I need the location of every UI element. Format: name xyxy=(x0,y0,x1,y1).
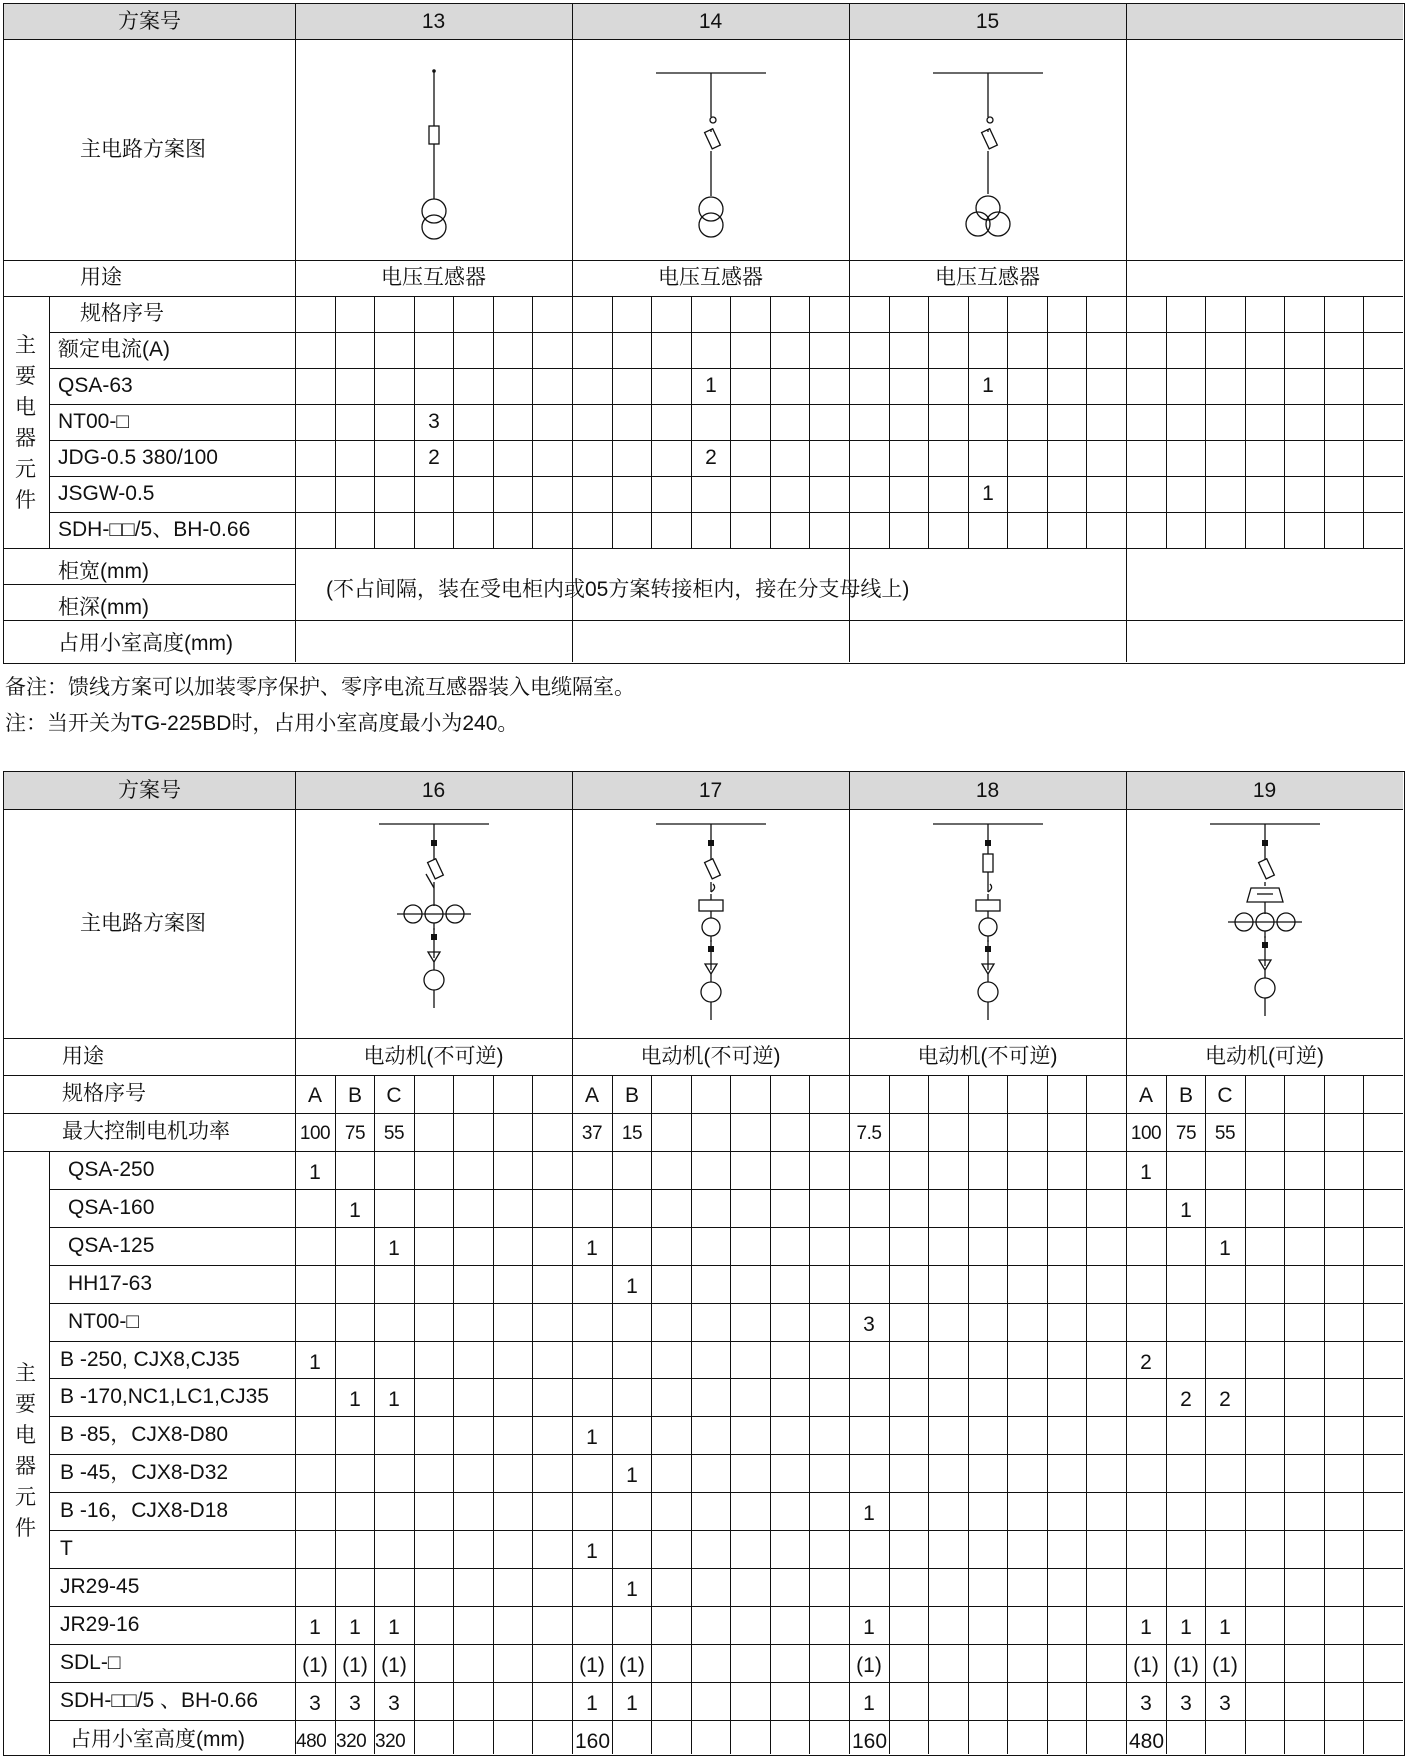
row-label: 规格序号 xyxy=(80,302,164,325)
grid-line xyxy=(1284,1075,1285,1754)
row-label: QSA-125 xyxy=(68,1234,155,1257)
scheme-number: 19 xyxy=(1252,779,1277,802)
grid-line xyxy=(49,476,1403,477)
group-label-char: 主 xyxy=(15,1362,36,1385)
row-label: HH17-63 xyxy=(68,1272,153,1295)
spec-value: B xyxy=(347,1084,362,1107)
cell-value: 1 xyxy=(1140,1161,1152,1184)
cell-value: 1 xyxy=(1180,1616,1192,1639)
spec-label: 规格序号 xyxy=(62,1082,146,1105)
grid-line xyxy=(849,772,850,1754)
grid-line xyxy=(49,1568,1403,1569)
grid-line xyxy=(335,1075,336,1754)
scheme-number: 15 xyxy=(975,10,1000,33)
power-value: 100 xyxy=(1130,1123,1162,1144)
usage-value: 电动机(不可逆) xyxy=(363,1045,504,1068)
row-label: B -16，CJX8-D18 xyxy=(60,1499,229,1522)
grid-line xyxy=(49,1189,1403,1190)
grid-line xyxy=(414,1075,415,1754)
row-label: JR29-45 xyxy=(60,1575,140,1598)
grid-line xyxy=(572,772,573,1754)
cell-value: (1) xyxy=(619,1654,645,1677)
grid-line xyxy=(1126,4,1127,662)
cell-value: 3 xyxy=(349,1692,361,1715)
spec-value: A xyxy=(307,1084,322,1107)
scheme-number: 13 xyxy=(421,10,446,33)
cell-value: 1 xyxy=(309,1616,321,1639)
grid-line xyxy=(49,1341,1403,1342)
usage-value: 电压互感器 xyxy=(658,266,763,289)
grid-line xyxy=(1245,1075,1246,1754)
cell-value: 2 xyxy=(1180,1388,1192,1411)
grid-line xyxy=(4,1038,1403,1039)
grid-line xyxy=(49,1606,1403,1607)
cell-value: 1 xyxy=(309,1351,321,1374)
group-label-char: 器 xyxy=(15,1455,36,1478)
cell-value: 1 xyxy=(863,1692,875,1715)
cell-value: 1 xyxy=(626,1692,638,1715)
grid-line xyxy=(849,4,850,662)
cell-value: 1 xyxy=(388,1616,400,1639)
cell-value: 1 xyxy=(349,1199,361,1222)
power-value: 7.5 xyxy=(856,1123,882,1144)
row-label: JR29-16 xyxy=(60,1613,140,1636)
row-label: B -170,NC1,LC1,CJ35 xyxy=(60,1385,269,1408)
group-label-char: 件 xyxy=(15,489,36,512)
grid-line xyxy=(809,296,810,548)
scheme-number: 14 xyxy=(698,10,723,33)
usage-value: 电压互感器 xyxy=(381,266,486,289)
height-value: 480 xyxy=(1129,1730,1165,1753)
grid-line xyxy=(49,404,1403,405)
group-label-char: 元 xyxy=(15,1486,36,1509)
grid-line xyxy=(612,1075,613,1754)
grid-line xyxy=(1166,296,1167,548)
scheme-13-diagram xyxy=(364,54,504,254)
cell-value: 1 xyxy=(586,1540,598,1563)
spec-value: C xyxy=(1217,1084,1233,1107)
grid-line xyxy=(49,1378,1403,1379)
cell-value: 2 xyxy=(1219,1388,1231,1411)
grid-line xyxy=(49,440,1403,441)
grid-line xyxy=(1007,1075,1008,1754)
cell-value: 1 xyxy=(586,1692,598,1715)
grid-line xyxy=(968,1075,969,1754)
grid-line xyxy=(809,1075,810,1754)
cell-value: 3 xyxy=(428,410,440,433)
spec-value: C xyxy=(386,1084,402,1107)
height-value: 480 xyxy=(296,1731,327,1752)
main-circuit-label: 主电路方案图 xyxy=(80,912,206,935)
row-label: SDL-□ xyxy=(60,1651,121,1674)
cell-value: (1) xyxy=(579,1654,605,1677)
grid-line xyxy=(4,1075,1403,1076)
grid-line xyxy=(1205,1075,1206,1754)
grid-line xyxy=(612,296,613,548)
power-value: 75 xyxy=(344,1123,366,1144)
grid-line xyxy=(691,296,692,548)
cell-value: 1 xyxy=(388,1237,400,1260)
grid-line xyxy=(1284,296,1285,548)
cell-value: 1 xyxy=(982,482,994,505)
usage-value: 电动机(不可逆) xyxy=(640,1045,781,1068)
scheme-17-diagram xyxy=(641,824,781,1024)
scheme-number: 17 xyxy=(698,779,723,802)
grid-line xyxy=(49,1416,1403,1417)
scheme-16-diagram xyxy=(364,824,504,1024)
cell-value: 3 xyxy=(309,1692,321,1715)
usage-value: 电动机(不可逆) xyxy=(917,1045,1058,1068)
cell-value: 1 xyxy=(1140,1616,1152,1639)
grid-line xyxy=(1047,1075,1048,1754)
power-value: 15 xyxy=(621,1123,643,1144)
grid-line xyxy=(1047,296,1048,548)
row-label: T xyxy=(60,1537,73,1560)
cell-value: 1 xyxy=(586,1426,598,1449)
grid-line xyxy=(1166,1075,1167,1754)
power-value: 100 xyxy=(299,1123,331,1144)
height-value: 320 xyxy=(336,1731,367,1752)
grid-line xyxy=(4,39,1403,40)
grid-line xyxy=(49,1644,1403,1645)
main-circuit-label: 主电路方案图 xyxy=(80,138,206,161)
power-value: 55 xyxy=(383,1123,405,1144)
grid-line xyxy=(770,1075,771,1754)
usage-label: 用途 xyxy=(62,1045,104,1068)
cell-value: 1 xyxy=(309,1161,321,1184)
row-label: 额定电流(A) xyxy=(58,338,170,361)
height-value: 320 xyxy=(375,1731,406,1752)
group-label-char: 要 xyxy=(15,1393,36,1416)
spec-value: B xyxy=(1178,1084,1193,1107)
cell-value: (1) xyxy=(856,1654,882,1677)
usage-value: 电动机(可逆) xyxy=(1205,1045,1324,1068)
cell-value: (1) xyxy=(302,1654,328,1677)
grid-line xyxy=(1007,296,1008,548)
grid-line xyxy=(49,1682,1403,1683)
grid-line xyxy=(889,296,890,548)
cell-value: 3 xyxy=(863,1313,875,1336)
group-label-char: 要 xyxy=(15,365,36,388)
cell-value: 2 xyxy=(428,446,440,469)
grid-line xyxy=(49,1492,1403,1493)
grid-line xyxy=(295,772,296,1754)
cell-value: 1 xyxy=(1180,1199,1192,1222)
grid-line xyxy=(4,809,1403,810)
group-label-char: 主 xyxy=(15,334,36,357)
compartment-height-label: 占用小室高度(mm) xyxy=(58,632,233,655)
scheme-19-diagram xyxy=(1195,824,1335,1024)
grid-line xyxy=(572,4,573,662)
spec-value: B xyxy=(624,1084,639,1107)
remark-note: 备注：馈线方案可以加装零序保护、零序电流互感器装入电缆隔室。 xyxy=(5,676,635,699)
grid-line xyxy=(374,1075,375,1754)
grid-line xyxy=(532,296,533,548)
usage-value: 电压互感器 xyxy=(935,266,1040,289)
grid-line xyxy=(1086,1075,1087,1754)
grid-line xyxy=(49,1303,1403,1304)
scheme-table-16-19 xyxy=(3,771,1405,1756)
cell-value: 1 xyxy=(863,1616,875,1639)
grid-line xyxy=(4,296,1403,297)
spec-value: A xyxy=(1138,1084,1153,1107)
height-value: 160 xyxy=(852,1730,888,1753)
cell-value: 1 xyxy=(349,1388,361,1411)
grid-line xyxy=(651,296,652,548)
grid-line xyxy=(1086,296,1087,548)
grid-line xyxy=(889,1075,890,1754)
grid-line xyxy=(1205,296,1206,548)
cell-value: 1 xyxy=(705,374,717,397)
grid-line xyxy=(4,260,1403,261)
grid-line xyxy=(49,1265,1403,1266)
power-value: 75 xyxy=(1175,1123,1197,1144)
grid-line xyxy=(968,296,969,548)
grid-line xyxy=(1363,1075,1364,1754)
grid-line xyxy=(651,1075,652,1754)
scheme-no-label: 方案号 xyxy=(118,10,181,33)
cell-value: 1 xyxy=(626,1275,638,1298)
grid-line xyxy=(730,1075,731,1754)
grid-line xyxy=(49,512,1403,513)
grid-line xyxy=(1126,772,1127,1754)
grid-line xyxy=(1245,296,1246,548)
grid-line xyxy=(4,620,1403,621)
cell-value: 3 xyxy=(1219,1692,1231,1715)
row-label: JSGW-0.5 xyxy=(58,482,155,505)
grid-line xyxy=(928,296,929,548)
cell-value: 1 xyxy=(586,1237,598,1260)
spec-value: A xyxy=(584,1084,599,1107)
grid-line xyxy=(4,584,295,585)
grid-line xyxy=(335,296,336,548)
scheme-18-diagram xyxy=(918,824,1058,1024)
grid-line xyxy=(49,368,1403,369)
cell-value: 2 xyxy=(1140,1351,1152,1374)
cell-value: 1 xyxy=(349,1616,361,1639)
power-value: 55 xyxy=(1214,1123,1236,1144)
row-label: QSA-63 xyxy=(58,374,133,397)
cell-value: (1) xyxy=(1212,1654,1238,1677)
group-label-char: 电 xyxy=(15,1424,36,1447)
height-value: 160 xyxy=(575,1730,611,1753)
grid-line xyxy=(49,332,1403,333)
usage-label: 用途 xyxy=(80,266,122,289)
scheme-15-diagram xyxy=(918,54,1058,254)
cell-value: 1 xyxy=(626,1578,638,1601)
grid-line xyxy=(295,4,296,662)
grid-line xyxy=(49,1454,1403,1455)
row-label: NT00-□ xyxy=(58,410,130,433)
cell-value: 1 xyxy=(626,1464,638,1487)
cell-value: 1 xyxy=(388,1388,400,1411)
cabinet-depth-label: 柜深(mm) xyxy=(58,596,149,619)
cell-value: 2 xyxy=(705,446,717,469)
grid-line xyxy=(493,296,494,548)
scheme-table-13-15 xyxy=(3,3,1405,664)
row-label: QSA-250 xyxy=(68,1158,155,1181)
cell-value: (1) xyxy=(1133,1654,1159,1677)
power-value: 37 xyxy=(581,1123,603,1144)
grid-line xyxy=(928,1075,929,1754)
group-label-char: 电 xyxy=(15,396,36,419)
grid-line xyxy=(49,1530,1403,1531)
grid-line xyxy=(691,1075,692,1754)
grid-line xyxy=(532,1075,533,1754)
row-label: JDG-0.5 380/100 xyxy=(58,446,218,469)
merged-note: (不占间隔，装在受电柜内或05方案转接柜内，接在分支母线上) xyxy=(326,578,910,601)
max-power-label: 最大控制电机功率 xyxy=(62,1120,230,1143)
cell-value: 1 xyxy=(982,374,994,397)
grid-line xyxy=(770,296,771,548)
cell-value: (1) xyxy=(381,1654,407,1677)
switch-note: 注：当开关为TG-225BD时，占用小室高度最小为240。 xyxy=(5,712,519,735)
cell-value: 3 xyxy=(1140,1692,1152,1715)
cell-value: 1 xyxy=(863,1502,875,1525)
grid-line xyxy=(453,1075,454,1754)
group-label-char: 元 xyxy=(15,458,36,481)
scheme-14-diagram xyxy=(641,54,781,254)
grid-line xyxy=(730,296,731,548)
row-label: QSA-160 xyxy=(68,1196,155,1219)
cell-value: (1) xyxy=(342,1654,368,1677)
cell-value: 1 xyxy=(1219,1616,1231,1639)
row-label: B -250, CJX8,CJ35 xyxy=(60,1348,240,1371)
scheme-number: 16 xyxy=(421,779,446,802)
row-label: B -45，CJX8-D32 xyxy=(60,1461,229,1484)
row-label: NT00-□ xyxy=(68,1310,140,1333)
grid-line xyxy=(4,548,1403,549)
grid-line xyxy=(1363,296,1364,548)
grid-line xyxy=(1324,296,1325,548)
cabinet-width-label: 柜宽(mm) xyxy=(58,560,149,583)
grid-line xyxy=(49,1151,50,1754)
scheme-no-label: 方案号 xyxy=(118,779,181,802)
cell-value: 1 xyxy=(1219,1237,1231,1260)
cell-value: (1) xyxy=(1173,1654,1199,1677)
row-label: SDH-□□/5、BH-0.66 xyxy=(58,518,251,541)
grid-line xyxy=(49,1227,1403,1228)
grid-line xyxy=(49,296,50,548)
row-label: SDH-□□/5 、BH-0.66 xyxy=(60,1689,259,1712)
cell-value: 3 xyxy=(1180,1692,1192,1715)
group-label-char: 件 xyxy=(15,1517,36,1540)
grid-line xyxy=(4,1113,1403,1114)
grid-line xyxy=(49,1720,1403,1721)
grid-line xyxy=(1324,1075,1325,1754)
row-label: B -85，CJX8-D80 xyxy=(60,1423,229,1446)
compartment-height-label: 占用小室高度(mm) xyxy=(70,1728,245,1751)
grid-line xyxy=(4,1151,1403,1152)
scheme-number: 18 xyxy=(975,779,1000,802)
group-label-char: 器 xyxy=(15,427,36,450)
grid-line xyxy=(374,296,375,548)
cell-value: 3 xyxy=(388,1692,400,1715)
grid-line xyxy=(493,1075,494,1754)
